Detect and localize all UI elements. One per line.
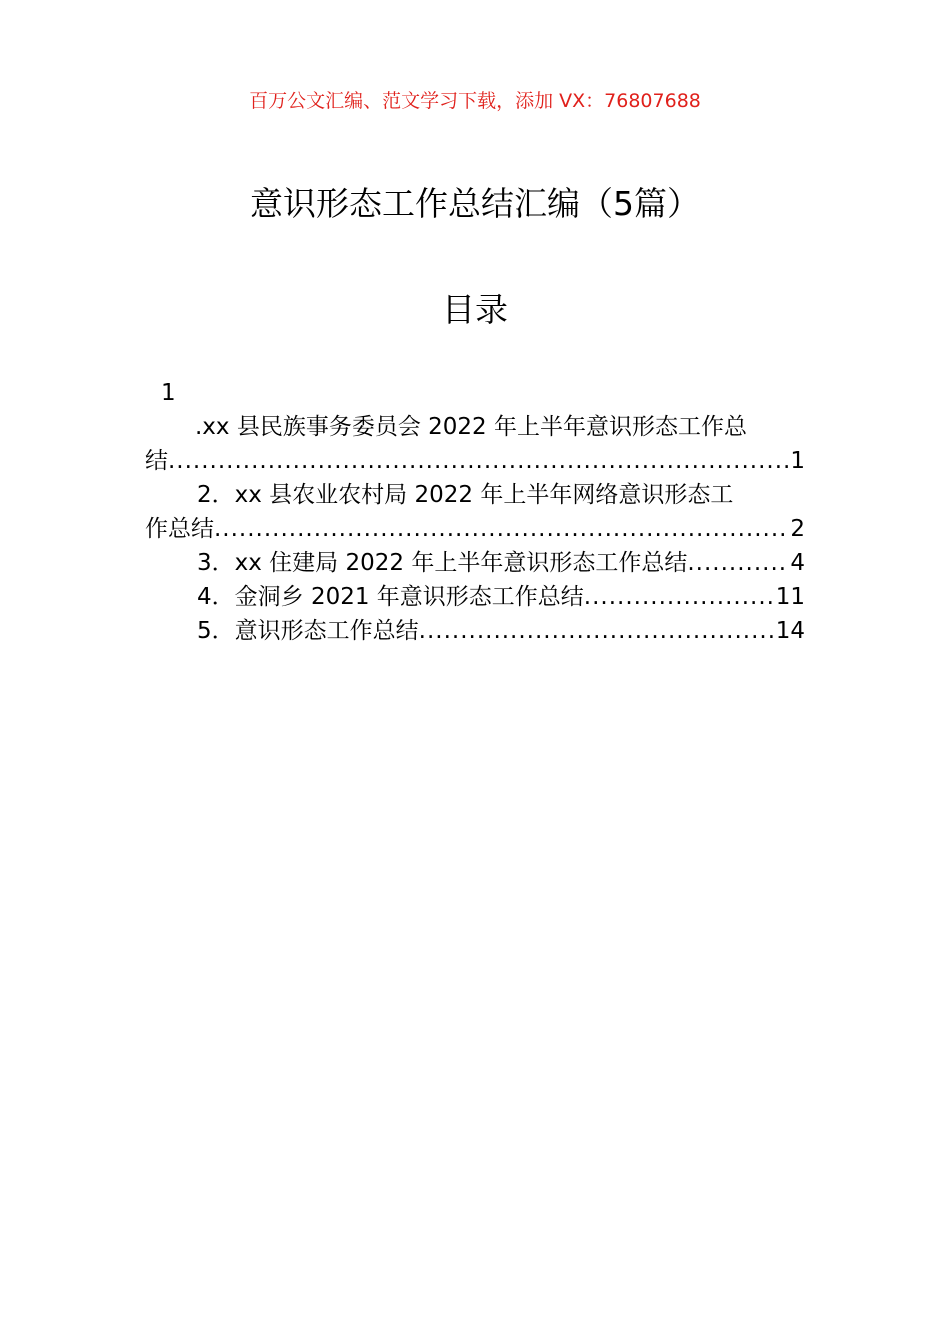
dot-leader — [419, 614, 774, 648]
toc-entry-line — [145, 580, 805, 614]
toc-entry-line — [145, 444, 805, 478]
toc-entry-title-line2: 结 — [145, 448, 168, 474]
dot-leader — [168, 444, 788, 478]
table-of-contents — [145, 376, 805, 648]
toc-page-number: 4 — [790, 550, 805, 576]
toc-entry-title-line1: .xx 县民族事务委员会 2022 年上半年意识形态工作总 — [195, 414, 747, 440]
toc-page-number: 11 — [775, 584, 805, 610]
toc-entry-line — [145, 614, 805, 648]
dot-leader — [584, 580, 774, 614]
promo-header: 百万公文汇编、范文学习下载，添加 VX：76807688 — [249, 90, 701, 112]
toc-page-number: 2 — [790, 516, 805, 542]
document-title: 意识形态工作总结汇编（5篇） — [250, 184, 700, 223]
toc-entry-title: 3．xx 住建局 2022 年上半年意识形态工作总结 — [197, 550, 688, 576]
toc-page-number: 1 — [790, 448, 805, 474]
toc-entry-line — [145, 512, 805, 546]
toc-heading: 目录 — [442, 290, 508, 329]
toc-entry-title: 5．意识形态工作总结 — [197, 618, 419, 644]
toc-entry-number: 1 — [161, 380, 176, 406]
toc-entry-title-line2: 作总结 — [145, 516, 214, 542]
toc-entry-title-line1: 2．xx 县农业农村局 2022 年上半年网络意识形态工 — [197, 482, 734, 508]
toc-entry-4[interactable] — [145, 580, 805, 614]
toc-entry-line — [145, 546, 805, 580]
toc-entry-title: 4．金洞乡 2021 年意识形态工作总结 — [197, 584, 584, 610]
dot-leader — [214, 512, 788, 546]
toc-entry-5[interactable] — [145, 614, 805, 648]
toc-entry-1[interactable] — [145, 376, 805, 478]
toc-entry-2[interactable] — [145, 478, 805, 546]
toc-page-number: 14 — [775, 618, 805, 644]
dot-leader — [687, 546, 788, 580]
toc-entry-3[interactable] — [145, 546, 805, 580]
